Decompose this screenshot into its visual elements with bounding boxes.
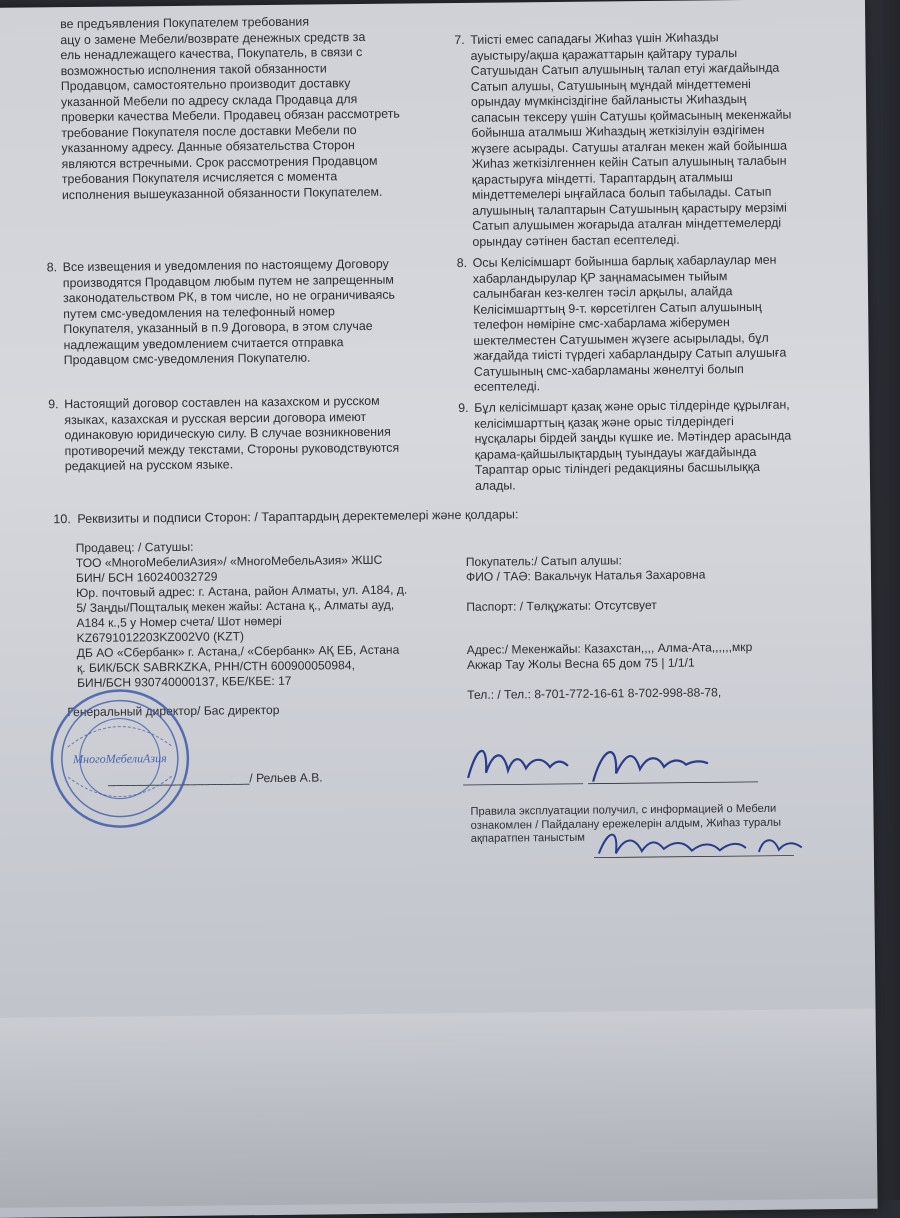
text-line: жағдайда тиісті түрдегі хабарландыру Сатып алушыға: [473, 345, 787, 363]
text-line: Правила эксплуатации получил, с информацией о Мебели: [470, 802, 777, 818]
text-line: производятся Продавцом любым путем не запрещенным: [62, 272, 394, 290]
text-line: А184 к.,5 у Номер счета/ Шот нөмері: [76, 613, 282, 631]
text-line: қ. БИК/БСК SABRKZKA, РНН/СТН 600900050984,: [76, 658, 355, 676]
left-para-9-number: 9.: [48, 397, 59, 412]
text-line: одинаковую юридическую силу. В случае возникновения: [64, 424, 391, 443]
text-line: қарама-қайшылықтардың туындауы жағдайында: [474, 444, 757, 462]
text-line: Сатушының смс-хабарламаны жөнелтуі болып: [473, 361, 744, 379]
text-line: нұсқалары бірдей заңды күшке ие. Мәтіндер арасында: [474, 428, 792, 446]
text-line: Юр. почтовый адрес: г. Астана, район Алматы, ул. А184, д.: [76, 582, 408, 601]
text-line: орындау сәтінен бастап есептеледі.: [472, 232, 680, 249]
text-line: алады.: [474, 477, 516, 493]
text-line: міндеттемелері ыңғайласа болып табылады. Сатып: [471, 184, 772, 202]
text-line: ацу о замене Мебели/возврате денежных средств за: [60, 29, 366, 47]
text-line: Тиісті емес сападағы Жиһаз үшін Жиһазды: [470, 30, 719, 47]
text-line: надлежащим уведомлением считается отправка: [63, 334, 344, 352]
requisites-number: 10.: [53, 512, 71, 527]
text-line: ДБ АО «Сбербанк» г. Астана,/ «Сбербанк» АҚ ЕБ, Астана: [76, 642, 400, 661]
text-line: языках, казахская и русская версии договора имеют: [64, 409, 367, 427]
text-line: Сатып алушымен жоғарыда аталған міндеттемелерді: [472, 215, 782, 233]
text-line: законодательством РК, в том числе, но не ограничиваясь: [62, 287, 396, 306]
text-line: ве предъявления Покупателем требования: [60, 14, 310, 32]
stamp-text: МногоМебелиАзия: [73, 751, 167, 767]
text-line: ақпаратпен таныстым: [470, 831, 585, 845]
text-line: редакцией на русском языке.: [64, 457, 234, 474]
text-line: Келісімшарттың 9-т. көрсетілген Сатып алушының: [473, 299, 762, 317]
text-line: KZ6791012203KZ002V0 (KZT): [76, 629, 245, 646]
text-line: проверки качества Мебели. Продавец обязан рассмотреть: [61, 106, 400, 125]
right-para-8-number: 8.: [456, 255, 468, 271]
text-line: Настоящий договор составлен на казахском и русском: [64, 393, 380, 412]
left-para-8: [63, 256, 439, 368]
text-line: ауыстыру/ақша қаражаттарын қайтару туралы: [470, 45, 738, 63]
text-line: Продавцом, самостоятельно производит доставку: [60, 76, 351, 94]
text-line: исполнения вышеуказанной обязанности Покупателем.: [61, 184, 383, 202]
text-line: противоречий между текстами, Стороны руководствуются: [64, 440, 400, 458]
left-para-7-tail: [60, 13, 437, 203]
text-line: салынбаған кез-келген тәсіл арқылы, алайда: [472, 284, 733, 301]
right-para-7-number: 7.: [454, 32, 465, 48]
text-line: требования Покупателя исчисляется с момента: [61, 169, 338, 187]
handwritten-name: [594, 821, 824, 863]
text-line: БИН/БСН 930740000137, КБЕ/КБЕ: 17: [77, 673, 292, 691]
text-line: Покупателя, указанный в п.9 Договора, в этом случае: [63, 318, 373, 337]
text-line: Сатып алушы, Сатушының мұндай міндеттемені: [470, 76, 751, 94]
text-line: возможностью исполнения такой обязанности: [60, 60, 327, 78]
buyer-details: [466, 552, 706, 585]
text-line: ель ненадлежащего качества, Покупатель, в связи с: [60, 44, 363, 63]
left-para-9: [64, 393, 440, 474]
text-line: қарастыруға міндетті. Тараптардың аталмыш: [471, 169, 733, 187]
text-line: алушының талаптарын Сатушының қарастыру мерзімі: [472, 200, 787, 218]
text-line: Все извещения и уведомления по настоящему Договору: [62, 256, 389, 275]
director-signature-line: _____________________/ Рельев А.В.: [108, 770, 323, 787]
text-line: требование Покупателя после доставки Мебели по: [61, 122, 357, 140]
right-para-8: [473, 252, 814, 395]
text-line: являются встречными. Срок рассмотрения Продавцом: [61, 153, 378, 171]
text-line: Жиһаз жеткізілгеннен кейін Сатып алушының талабын: [471, 153, 787, 171]
left-para-8-number: 8.: [46, 260, 58, 275]
text-line: Продавец: / Сатушы:: [75, 539, 194, 556]
text-line: Акжар Тау Жолы Весна 65 дом 75 | 1/1/1: [466, 655, 695, 672]
right-para-7: [470, 29, 812, 250]
text-line: есептеледі.: [473, 379, 541, 394]
director-title: Генеральный директор/ Бас директор: [67, 702, 280, 720]
text-line: Продавцом смс-уведомления Покупателю.: [63, 350, 311, 368]
text-line: 5/ Заңды/Пощталық мекен жайы: Астана қ., Алматы ауд,: [76, 597, 395, 616]
text-line: бойынша аталмыш Жиһаздың жеткізілуін өздігімен: [471, 122, 765, 140]
text-line: БИН/ БСН 160240032729: [75, 569, 218, 586]
text-line: телефон нөміріне смс-хабарлама жіберумен: [473, 315, 730, 332]
text-line: указанной Мебели по адресу склада Продавца для: [60, 91, 358, 109]
buyer-phone: Тел.: / Тел.: 8-701-772-16-61 8-702-998-88-78,: [467, 685, 722, 702]
text-line: Адрес:/ Мекенжайы: Казахстан,,,, Алма-Ата,,,,,,мкр: [466, 639, 753, 657]
text-line: ТОО «МногоМебелиАзия»/ «МногоМебельАзия» ЖШС: [75, 552, 383, 571]
text-line: шектелместен Сатушымен жүзеге асырылады, бұл: [473, 330, 769, 348]
requisites-title: Реквизиты и подписи Сторон: / Тараптардың деректемелері және қолдары:: [77, 507, 519, 527]
buyer-signature: [458, 730, 789, 793]
right-para-9-number: 9.: [458, 400, 469, 416]
paper-fold-shadow: [0, 1009, 878, 1208]
text-line: Тараптар орыс тіліндегі редакцияны басшылыққа: [474, 459, 761, 477]
text-line: Осы Келісімшарт бойынша барлық хабарлаулар мен: [472, 252, 777, 270]
text-line: ФИО / ТАӘ: Вакальчук Наталья Захаровна: [465, 567, 706, 584]
text-line: Покупатель:/ Сатып алушы:: [465, 553, 623, 569]
text-line: орындау мүмкінсіздігіне байланысты Жиһаздың: [470, 91, 747, 109]
seller-details: [76, 537, 448, 691]
text-line: ознакомлен / Пайдалану ережелерін алдым, Жиһаз туралы: [470, 816, 782, 832]
text-line: указанному адресу. Данные обязательства Сторон: [61, 138, 355, 156]
text-line: путем смс-уведомления на телефонный номер: [63, 303, 335, 321]
text-line: сапасын тексеру үшін Сатушы қоймасының мекенжайы: [471, 107, 792, 125]
text-line: хабарландырулар ҚР заңнамасымен тыйым: [472, 268, 728, 286]
text-line: келісімшарттың қазақ және орыс тілдеріндегі: [474, 413, 734, 431]
right-para-9: [474, 397, 815, 494]
buyer-address: [467, 640, 753, 673]
text-line: Сатушыдан Сатып алушының талап етуі жағдайында: [470, 60, 780, 78]
text-line: жүзеге асырады. Сатушы аталған мекен жай бойынша: [471, 138, 788, 156]
company-stamp: [47, 686, 194, 833]
text-line: Бұл келісімшарт қазақ және орыс тілдерінде құрылған,: [474, 397, 790, 415]
buyer-passport: Паспорт: / Төлқұжаты: Отсутсвует: [466, 597, 657, 614]
